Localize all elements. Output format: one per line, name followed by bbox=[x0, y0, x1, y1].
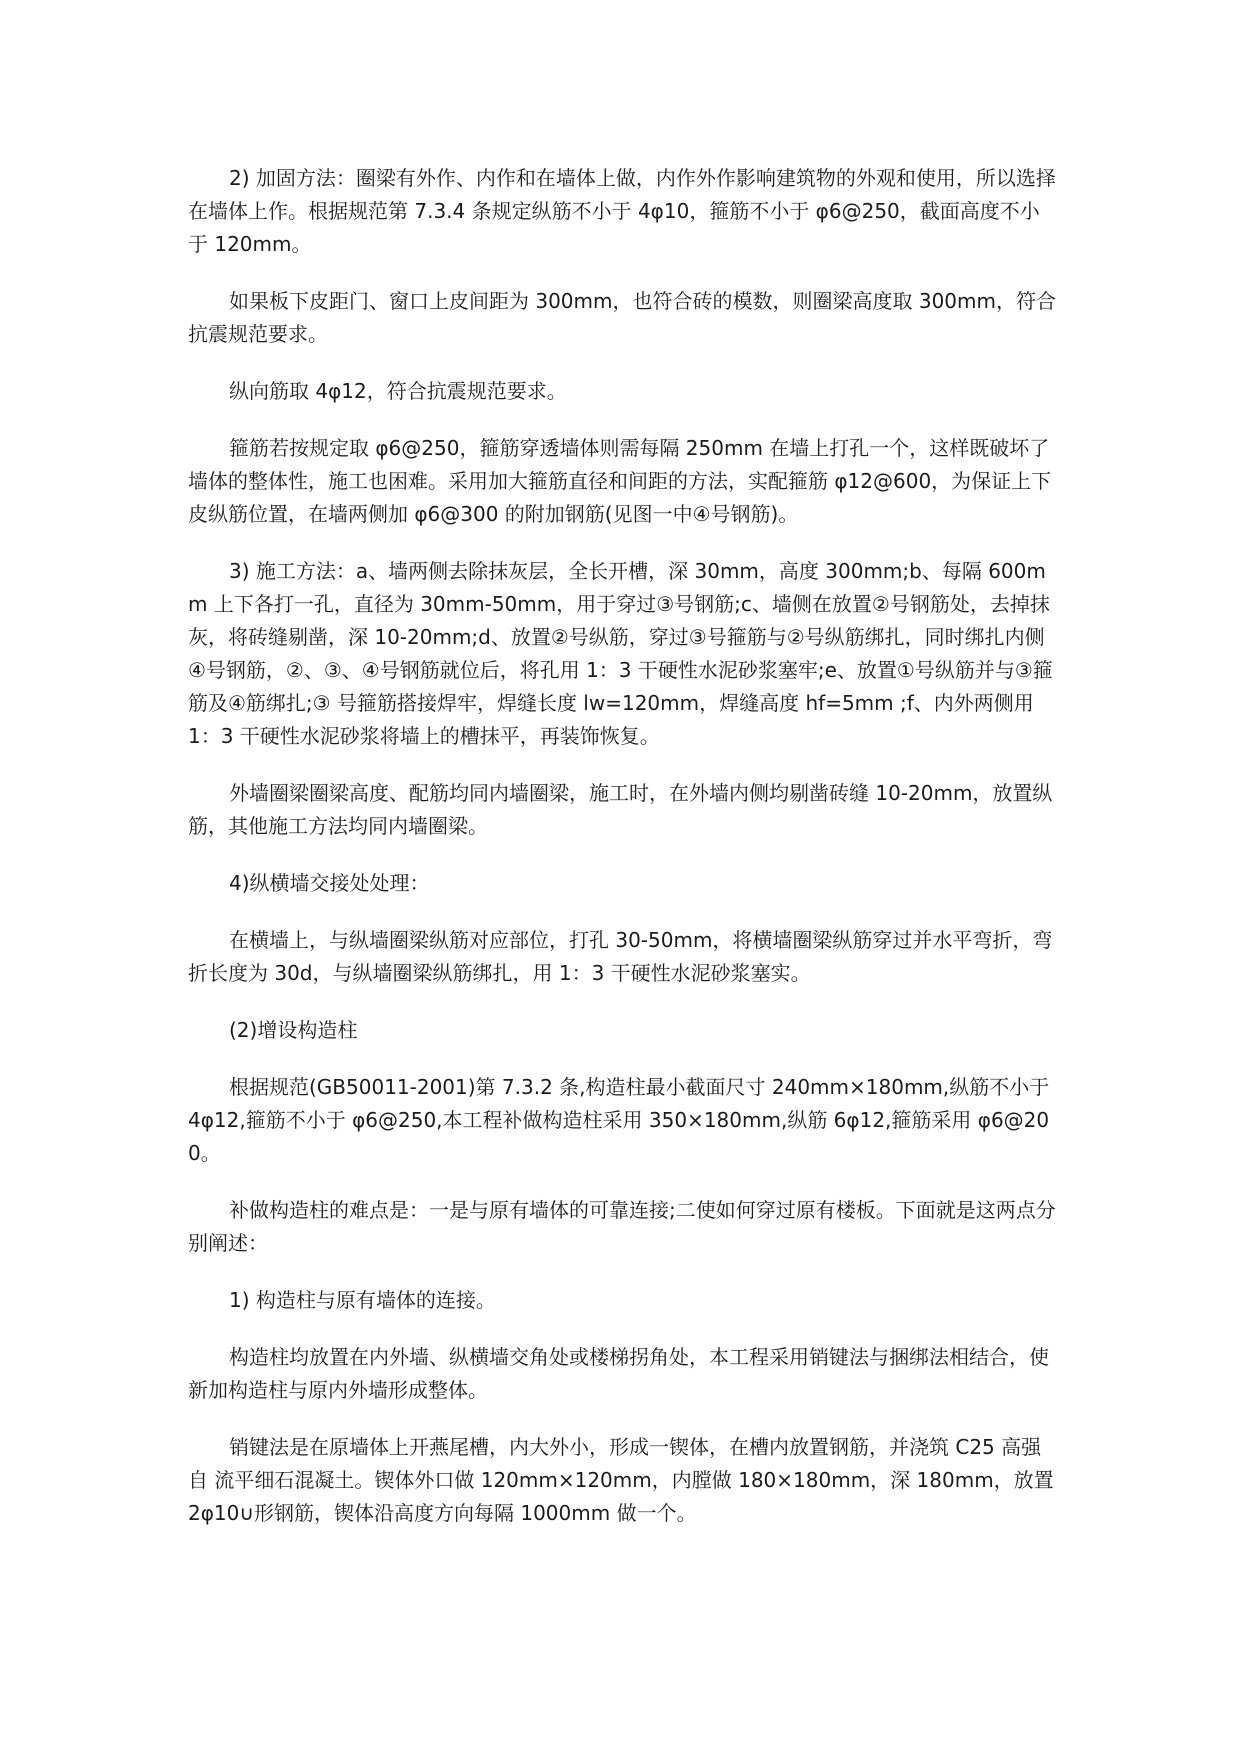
paragraph-reinforcement-method: 2) 加固方法：圈梁有外作、内作和在墙体上做，内作外作影响建筑物的外观和使用，所以选择在墙体上作。根据规范第 7.3.4 条规定纵筋不小于 4φ10，箍筋不小于 φ6@250，截面高度不小于 120mm。 bbox=[188, 166, 1056, 256]
paragraph-wall-junction-heading: 4)纵横墙交接处处理： bbox=[229, 871, 430, 895]
document-body bbox=[188, 162, 1058, 1554]
paragraph-column-spec: 根据规范(GB50011-2001)第 7.3.2 条,构造柱最小截面尺寸 240mm×180mm,纵筋不小于 4φ12,箍筋不小于 φ6@250,本工程补做构造柱采用 350×180mm,纵筋 6φ12,箍筋采用 φ6@200。 bbox=[188, 1075, 1050, 1165]
paragraph-column-heading: (2)增设构造柱 bbox=[229, 1018, 358, 1042]
paragraph-exterior-wall-beam: 外墙圈梁圈梁高度、配筋均同内墙圈梁，施工时，在外墙内侧均剔凿砖缝 10-20mm，放置纵筋，其他施工方法均同内墙圈梁。 bbox=[188, 781, 1053, 838]
paragraph-column-connection-heading: 1) 构造柱与原有墙体的连接。 bbox=[229, 1288, 496, 1312]
paragraph-wall-junction: 在横墙上，与纵墙圈梁纵筋对应部位，打孔 30-50mm，将横墙圈梁纵筋穿过并水平弯折，弯折长度为 30d，与纵墙圈梁纵筋绑扎，用 1：3 干硬性水泥砂浆塞实。 bbox=[188, 928, 1053, 985]
paragraph-longitudinal-bars: 纵向筋取 4φ12，符合抗震规范要求。 bbox=[229, 379, 567, 403]
paragraph-ring-beam-height: 如果板下皮距门、窗口上皮间距为 300mm，也符合砖的模数，则圈梁高度取 300mm，符合抗震规范要求。 bbox=[188, 289, 1056, 346]
paragraph-column-difficulties: 补做构造柱的难点是：一是与原有墙体的可靠连接;二使如何穿过原有楼板。下面就是这两点分别阐述： bbox=[188, 1198, 1056, 1255]
paragraph-construction-method: 3) 施工方法：a、墙两侧去除抹灰层，全长开槽，深 30mm，高度 300mm;b、每隔 600mm 上下各打一孔，直径为 30mm-50mm，用于穿过③号钢筋;c、墙侧在放置②号钢筋处，去掉抹灰，将砖缝剔凿，深 10-20mm;d、放置②号纵筋，穿过③号箍筋与②号纵筋绑扎，同时绑扎内侧④号钢筋，②、③、④号钢筋就位后，将孔用 1：3 干硬性水泥砂浆塞牢;e、放置①号纵筋并与③箍筋及④筋绑扎;③ 号箍筋搭接焊牢，焊缝长度 lw=120mm，焊缝高度 hf=5mm ;f、内外两侧用 1：3 干硬性水泥砂浆将墙上的槽抹平，再装饰恢复。 bbox=[188, 559, 1053, 748]
paragraph-key-method: 销键法是在原墙体上开燕尾槽，内大外小，形成一锲体，在槽内放置钢筋，并浇筑 C25 高强自 流平细石混凝土。锲体外口做 120mm×120mm，内膛做 180×180mm，深 180mm，放置 2φ10∪形钢筋，锲体沿高度方向每隔 1000mm 做一个。 bbox=[188, 1435, 1054, 1525]
paragraph-column-placement: 构造柱均放置在内外墙、纵横墙交角处或楼梯拐角处，本工程采用销键法与捆绑法相结合，使新加构造柱与原内外墙形成整体。 bbox=[188, 1345, 1049, 1402]
paragraph-stirrups: 箍筋若按规定取 φ6@250，箍筋穿透墙体则需每隔 250mm 在墙上打孔一个，这样既破坏了墙体的整体性，施工也困难。采用加大箍筋直径和间距的方法，实配箍筋 φ12@600，为保证上下皮纵筋位置，在墙两侧加 φ6@300 的附加钢筋(见图一中④号钢筋)。 bbox=[188, 436, 1052, 526]
